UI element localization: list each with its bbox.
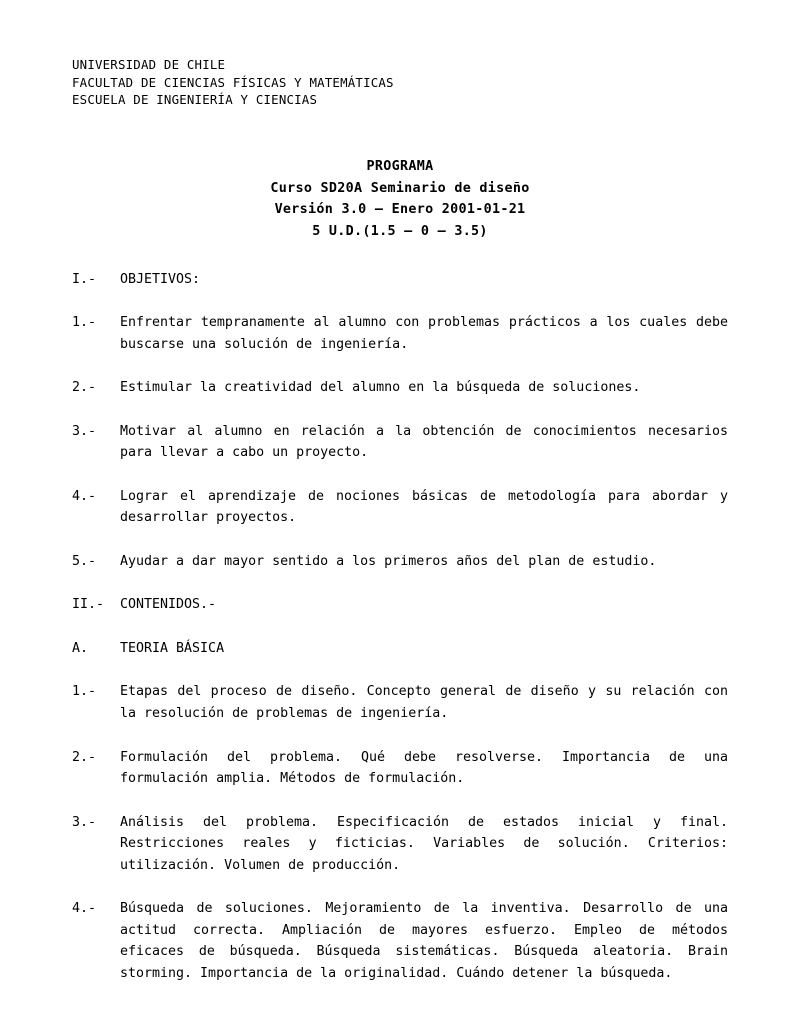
course-title: Curso SD20A Seminario de diseño (270, 180, 530, 196)
list-item (72, 898, 728, 984)
list-item (72, 421, 728, 464)
list-item-text: Búsqueda de soluciones. Mejoramiento de la inventiva. Desarrollo de una actitud correcta. Ampliación de mayores esfuerzo. Empleo de métodos eficaces de búsqueda. Búsqueda sistemáticas. Búsqueda aleatoria. Brain storming. Importancia de la originalidad. Cuándo detener la búsqueda. (120, 901, 728, 981)
spacer (72, 616, 728, 638)
list-item-marker: 4.- (72, 901, 97, 917)
subsection-heading-label: TEORIA BÁSICA (120, 640, 225, 656)
list-item (72, 377, 728, 399)
section-objetivos (72, 269, 728, 573)
list-item-text: Enfrentar tempranamente al alumno con problemas prácticos a los cuales debe buscarse una solución de ingeniería. (120, 315, 728, 352)
document-title-block (72, 156, 728, 243)
section-heading-label: OBJETIVOS: (120, 271, 201, 287)
section-heading-label: CONTENIDOS.- (120, 597, 217, 613)
letterhead (72, 56, 728, 109)
page-title: PROGRAMA (366, 158, 434, 174)
list-item-marker: 2.- (72, 380, 97, 396)
section-marker: I.- (72, 271, 97, 287)
credits-line: 5 U.D.(1.5 – 0 – 3.5) (312, 223, 488, 239)
list-item-text: Estimular la creatividad del alumno en la búsqueda de soluciones. (120, 380, 641, 396)
list-item-text: Lograr el aprendizaje de nociones básicas de metodología para abordar y desarrollar proyectos. (120, 488, 728, 526)
list-item-marker: 5.- (72, 553, 97, 569)
list-item-text: Etapas del proceso de diseño. Concepto general de diseño y su relación con la resolución de problemas de ingeniería. (120, 684, 728, 722)
list-item-text: Formulación del problema. Qué debe resolverse. Importancia de una formulación amplia. Métodos de formulación. (120, 749, 728, 787)
list-item-marker: 4.- (72, 488, 97, 504)
list-item-marker: 3.- (72, 814, 97, 830)
section-heading-contenidos (72, 594, 728, 616)
letterhead-university: UNIVERSIDAD DE CHILE (72, 57, 226, 72)
list-item-text: Ayudar a dar mayor sentido a los primeros años del plan de estudio. (120, 553, 657, 569)
list-item (72, 486, 728, 529)
version-line: Versión 3.0 – Enero 2001-01-21 (274, 202, 526, 218)
letterhead-school: ESCUELA DE INGENIERÍA Y CIENCIAS (72, 92, 318, 108)
section-heading-objetivos (72, 269, 728, 291)
subsection-heading-teoria-basica (72, 638, 728, 660)
list-item (72, 681, 728, 724)
section-contenidos (72, 594, 728, 984)
list-item (72, 812, 728, 877)
list-item-marker: 2.- (72, 749, 97, 765)
list-item-text: Motivar al alumno en relación a la obtención de conocimientos necesarios para llevar a cabo un proyecto. (120, 423, 728, 461)
list-item-marker: 3.- (72, 423, 97, 439)
list-item-marker: 1.- (72, 684, 97, 700)
section-marker: II.- (72, 597, 105, 613)
letterhead-faculty: FACULTAD DE CIENCIAS FÍSICAS Y MATEMÁTICAS (72, 74, 394, 90)
list-item-marker: 1.- (72, 315, 97, 331)
subsection-marker: A. (72, 640, 89, 656)
list-item-text: Análisis del problema. Especificación de estados inicial y final. Restricciones reales y ficticias. Variables de solución. Criterios: utilización. Volumen de producción. (120, 814, 728, 873)
list-item (72, 312, 728, 355)
list-item (72, 551, 728, 573)
list-item (72, 747, 728, 790)
